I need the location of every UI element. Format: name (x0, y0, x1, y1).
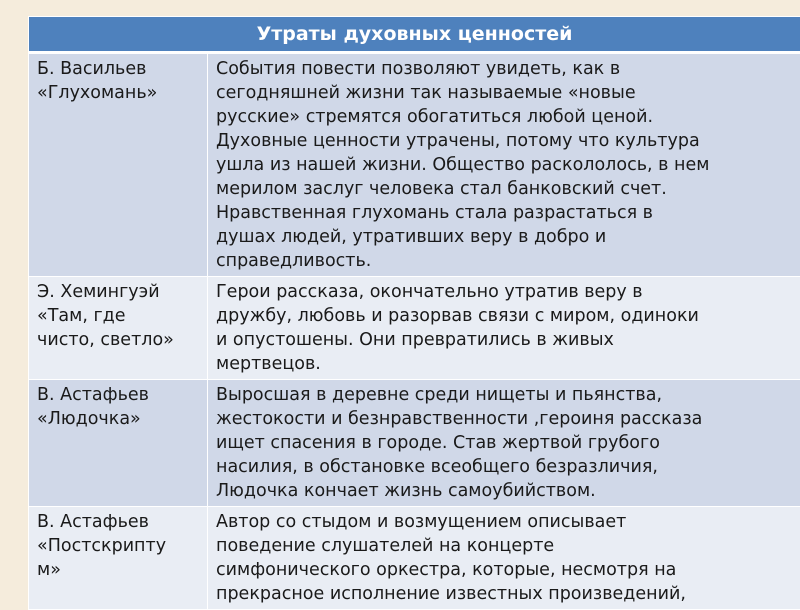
table-row (29, 380, 800, 507)
table-row (29, 277, 800, 380)
table-title: Утраты духовных ценностей (29, 17, 800, 53)
description-cell: Герои рассказа, окончательно утратив веру в дружбу, любовь и разорвав связи с миром, одиноки и опустошены. Они превратились в живых мертвецов. (208, 277, 800, 380)
author-cell: Б. Васильев «Глухомань» (29, 53, 208, 277)
table-row (29, 507, 800, 610)
table-row (29, 53, 800, 277)
table-header-row (29, 17, 800, 53)
description-cell: Автор со стыдом и возмущением описывает поведение слушателей на концерте симфонического оркестра, которые, несмотря на прекрасное исполнение известных произведений, (208, 507, 800, 610)
author-cell: Э. Хемингуэй «Там, где чисто, светло» (29, 277, 208, 380)
author-cell: В. Астафьев «Постскрипту м» (29, 507, 208, 610)
description-cell: События повести позволяют увидеть, как в сегодняшней жизни так называемые «новые русские» стремятся обогатиться любой ценой. Духовные ценности утрачены, потому что культура ушла из нашей жизни. Общество раскололось, в нем мерилом заслуг человека стал банковский счет. Нравственная глухомань стала разрастаться в душах людей, утративших веру в добро и справедливость. (208, 53, 800, 277)
values-table (28, 16, 800, 610)
author-cell: В. Астафьев «Людочка» (29, 380, 208, 507)
description-cell: Выросшая в деревне среди нищеты и пьянства, жестокости и безнравственности ,героиня рассказа ищет спасения в городе. Став жертвой грубого насилия, в обстановке всеобщего безразличия, Людочка кончает жизнь самоубийством. (208, 380, 800, 507)
